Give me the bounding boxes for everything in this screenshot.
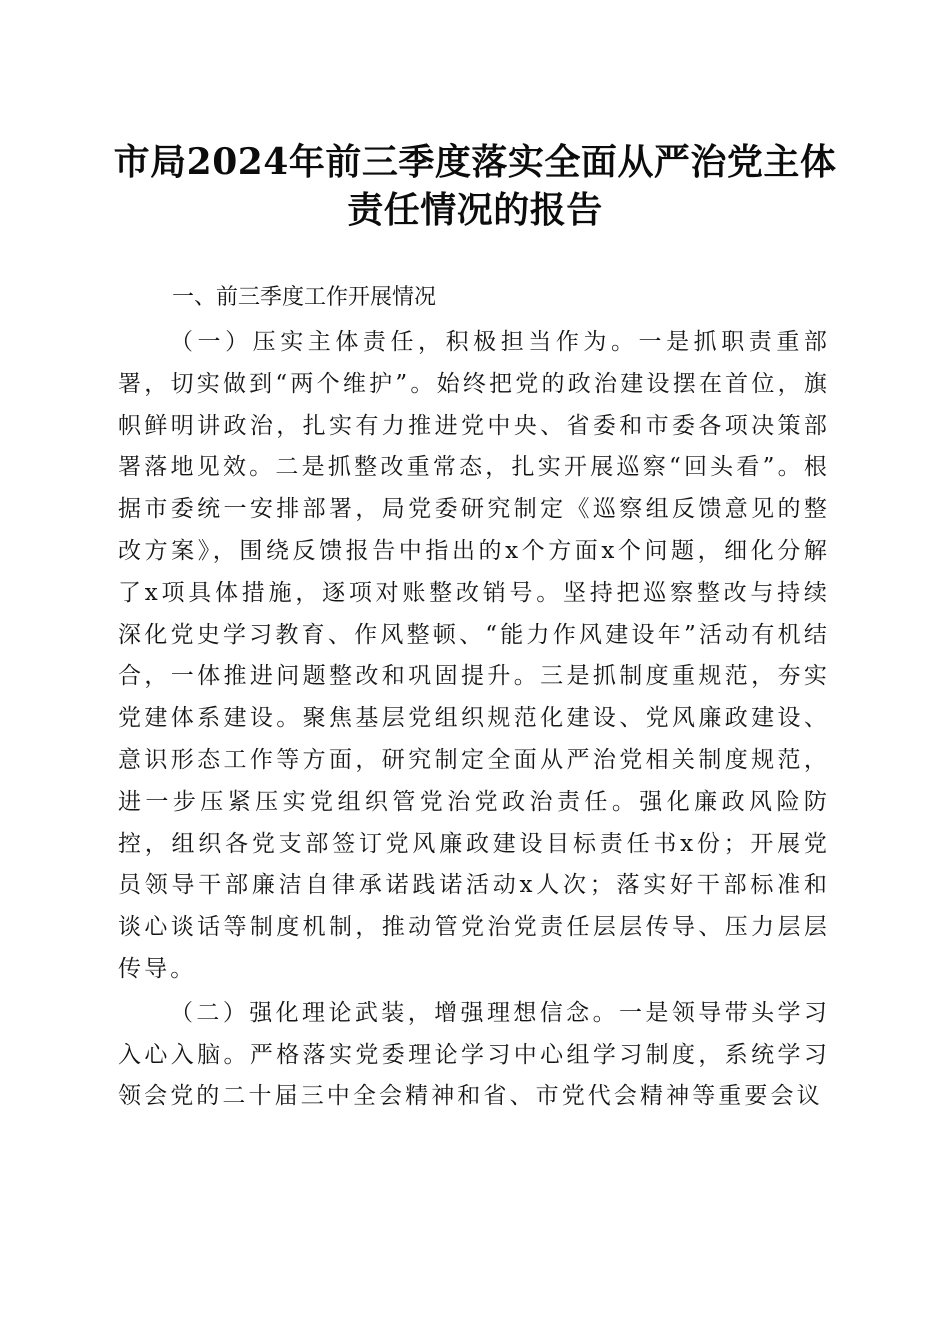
paragraph-2-text: 一是领导带头学习入心入脑。严格落实党委理论学习中心组学习制度，系统学习领会党的二十届三中全会精神和省、市党代会精神等重要会议 xyxy=(118,999,830,1110)
document-title xyxy=(100,138,850,234)
paragraph-2-lead: （二）强化理论武装，增强理想信念。 xyxy=(170,999,620,1026)
paragraph-1-lead: （一）压实主体责任，积极担当作为。 xyxy=(170,329,639,355)
paragraph-2 xyxy=(118,993,830,1118)
document-title-line-1: 市局2024年前三季度落实全面从严治党主体 xyxy=(113,141,837,183)
paragraph-1 xyxy=(118,322,830,991)
document-title-line-2: 责任情况的报告 xyxy=(347,189,603,231)
paragraph-1-text: 一是抓职责重部署，切实做到“两个维护”。始终把党的政治建设摆在首位，旗帜鲜明讲政治，扎实有力推进党中央、省委和市委各项决策部署落地见效。二是抓整改重常态，扎实开展巡察“回头看”。根据市委统一安排部署，局党委研究制定《巡察组反馈意见的整改方案》，围绕反馈报告中指出的x个方面x个问题，细化分解了x项具体措施，逐项对账整改销号。坚持把巡察整改与持续深化党史学习教育、作风整顿、“能力作风建设年”活动有机结合，一体推进问题整改和巩固提升。三是抓制度重规范，夯实党建体系建设。聚焦基层党组织规范化建设、党风廉政建设、意识形态工作等方面，研究制定全面从严治党相关制度规范，进一步压紧压实党组织管党治党政治责任。强化廉政风险防控，组织各党支部签订党风廉政建设目标责任书x份；开展党员领导干部廉洁自律承诺践诺活动x人次；落实好干部标准和谈心谈话等制度机制，推动管党治党责任层层传导、压力层层传导。 xyxy=(118,329,830,982)
section-heading: 一、前三季度工作开展情况 xyxy=(172,285,437,310)
document-body xyxy=(118,322,830,1118)
